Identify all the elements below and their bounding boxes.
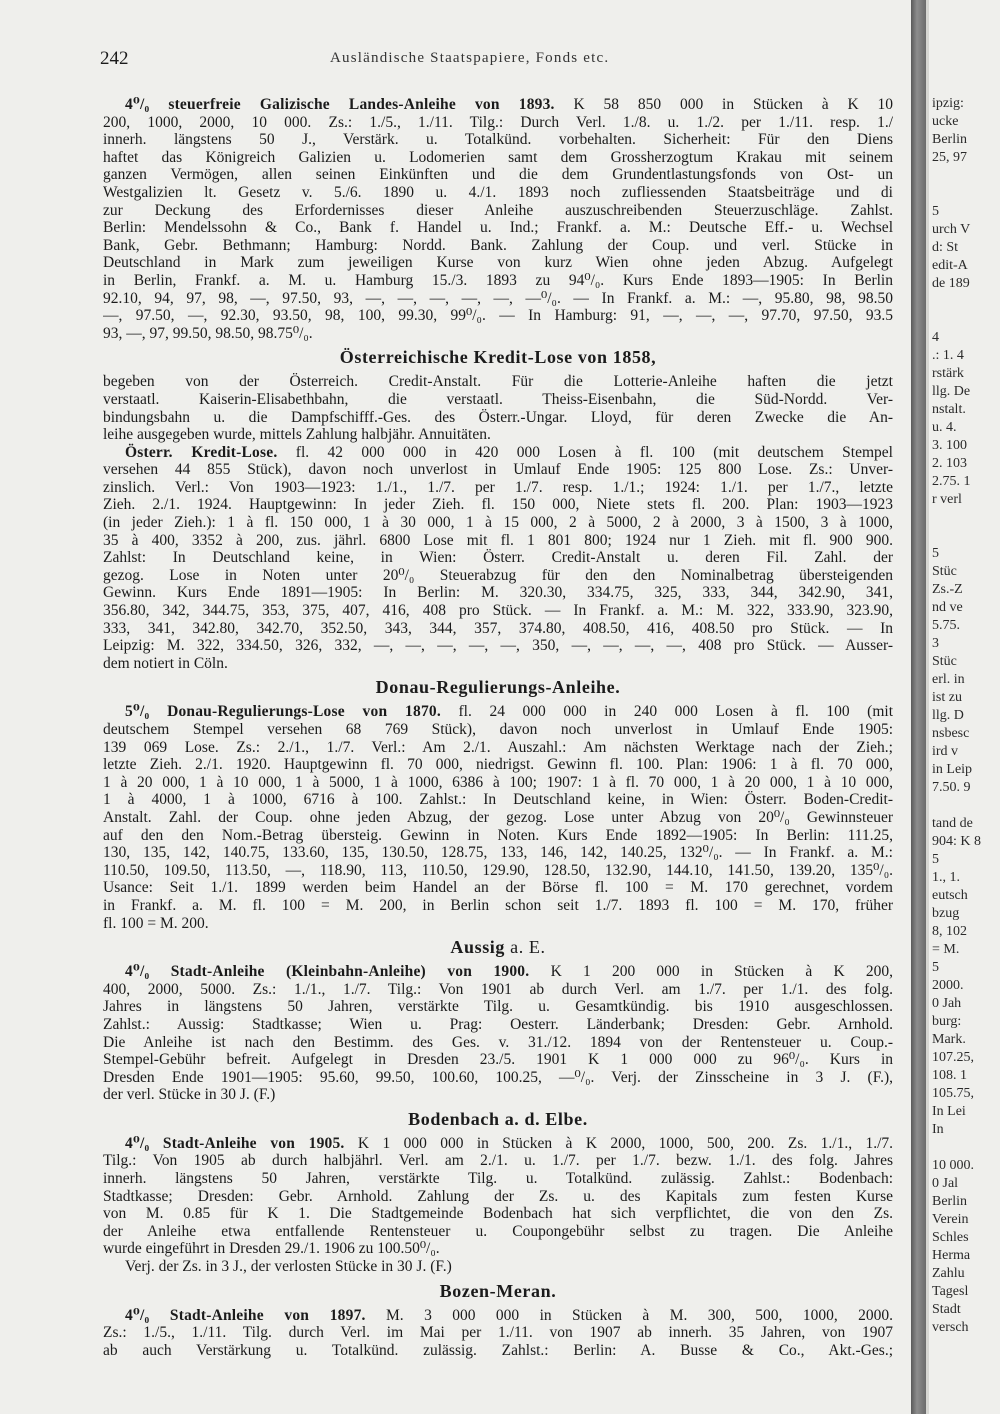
line-text: innerh. längstens 50 Jahren, verstärkte Tilg. u. Totalkünd. zulässig. Zahlst.: Bodenbach:: [103, 1170, 893, 1188]
line-text: Westgalizien lt. Gesetz v. 5./6. 1890 u. 4./1. 1893 noch zufliessenden Staatsbeiträge und di: [103, 183, 893, 201]
text-line: [103, 1016, 893, 1034]
line-text: Zs.: 1./5., 1./11. Tilg. durch Verl. im Mai per 1./11. von 1907 ab innerh. 35 Jahren, von 1907: [103, 1324, 893, 1342]
text-line: [103, 391, 893, 409]
facing-page-fragment: erl. in: [932, 672, 965, 687]
line-text: Deutschland in Mark zum jeweiligen Kurse von kurz Wien ohne jeden Abzug. Aufgelegt: [103, 254, 893, 272]
line-text: Zieh. 2./1. 1924. Hauptgewinn: In jeder Zieh. fl. 150 000, Niete stets fl. 200. Plan: 1903—1923: [103, 496, 893, 514]
facing-page-fragment: In: [932, 1122, 944, 1137]
text-line: [103, 1188, 893, 1206]
facing-page-fragment: 8, 102: [932, 924, 967, 939]
text-line: [103, 844, 893, 862]
line-text: 400, 2000, 5000. Zs.: 1./1., 1./7. Tilg.: Von 1901 ab durch Verl. am 1./7. per 1./1. des folg.: [103, 980, 893, 998]
line-text: von M. 0.85 für K 1. Die Stadtgemeinde Bodenbach hat sich verpflichtet, die von den Zs.: [103, 1205, 893, 1223]
line-text: Die Anleihe ist nach den Bestimm. des Ges. v. 31./12. 1894 von der Rentensteuer u. Coup.-: [103, 1033, 893, 1051]
text-line: [103, 149, 893, 167]
text-line: [103, 219, 893, 237]
heading-bold: Bozen-Meran.: [439, 1280, 557, 1301]
line-text: leihe ausgegeben wurde, mittels Zahlung halbjähr. Annuitäten.: [103, 426, 491, 444]
entry-title: 4⁰/₀ Stadt-Anleihe von 1905.: [125, 1134, 345, 1152]
text-line: [103, 963, 893, 981]
main-column: [103, 96, 893, 1396]
facing-page-strip: [932, 95, 1000, 1337]
line-text: Zahlst: In Deutschland keine, in Wien: Österr. Credit-Anstalt u. deren Fil. Zahl. der: [103, 549, 893, 567]
line-text: 35 à 400, 3352 à 200, zus. jährl. 6800 Lose mit fl. 1 801 800; 1924 nur 1 Zieh. mit fl. 900 900.: [103, 531, 893, 549]
facing-page-fragment: Herma: [932, 1248, 971, 1263]
facing-page-fragment: 3: [932, 636, 939, 651]
text-line: [103, 602, 893, 620]
facing-page-fragment: ist zu: [932, 690, 962, 705]
facing-page-fragment: 5: [932, 852, 939, 867]
facing-page-fragment: 105.75,: [932, 1086, 974, 1101]
facing-page-fragment: 0 Jah: [932, 996, 962, 1011]
line-text: Stadtkasse; Dresden: Gebr. Arnhold. Zahlung der Zs. u. des Kapitals zum festen Kurse: [103, 1187, 893, 1205]
line-text: wurde eingeführt in Dresden 29./1. 1906 zu 100.50⁰/₀.: [103, 1240, 440, 1258]
text-line: [103, 1069, 893, 1087]
facing-page-fragment: Mark.: [932, 1032, 966, 1047]
text-line: [103, 791, 893, 809]
line-text: (in jeder Zieh.): 1 à fl. 150 000, 1 à 30 000, 1 à 15 000, 2 à 5000, 2 à 2000, 3 à 1500, 3 à 1000,: [103, 514, 893, 532]
facing-page-fragment: Zs.-Z: [932, 582, 963, 597]
section: [103, 1104, 893, 1276]
section: [103, 1276, 893, 1360]
section-heading: [103, 672, 893, 703]
line-text: bindungsbahn u. die Dampfschifff.-Ges. des Österr.-Ungar. Lloyd, für deren Zwecke die An-: [103, 408, 893, 426]
text-line: [103, 862, 893, 880]
text-line: [103, 166, 893, 184]
text-line: [103, 1034, 893, 1052]
line-text: 139 069 Lose. Zs.: 2./1., 1./7. Verl.: Am 2./1. Auszahl.: Am nächsten Werktage nach der Zieh.;: [103, 738, 893, 756]
text-line: [103, 479, 893, 497]
facing-page-fragment: llg. De: [932, 384, 971, 399]
facing-page-fragment: 2000.: [932, 978, 964, 993]
facing-page-fragment: Zahlu: [932, 1266, 965, 1281]
section-heading: [103, 1104, 893, 1135]
text-line: [103, 532, 893, 550]
facing-page-fragment: [932, 1139, 1000, 1157]
facing-page-fragment: burg:: [932, 1014, 962, 1029]
heading-bold: Österreichische Kredit-Lose von 1858,: [339, 347, 657, 368]
book-gutter: [911, 0, 926, 1414]
line-text: K 1 200 000 in Stücken à K 200,: [529, 963, 893, 981]
heading-bold: Bodenbach a. d. Elbe.: [408, 1108, 588, 1129]
facing-page-fragment: [932, 527, 1000, 545]
line-text: innerh. längstens 50 J., Verstärk. u. Totalkünd. vorbehalten. Sicherheit: Für den Diens: [103, 131, 893, 149]
text-line: [103, 96, 893, 114]
facing-page-fragment: nd ve: [932, 600, 963, 615]
facing-page-fragment: = M.: [932, 942, 960, 957]
facing-page-fragment: 2.75. 1: [932, 474, 971, 489]
text-line: [103, 567, 893, 585]
facing-page-fragment: ipzig:: [932, 96, 964, 111]
line-text: in Berlin, Frankf. a. M. u. Hamburg 15./3. 1893 zu 94⁰/₀. Kurs Ende 1893—1905: In Berlin: [103, 271, 893, 289]
line-text: 130, 135, 142, 140.75, 133.60, 135, 130.50, 128.75, 133, 146, 142, 140.25, 132⁰/₀. — In Frankf. a. M.:: [103, 844, 893, 862]
line-text: 93, —, 97, 99.50, 98.50, 98.75⁰/₀.: [103, 324, 313, 342]
text-line: [103, 1324, 893, 1342]
line-text: fl. 24 000 000 in 240 000 Losen à fl. 100 (mit: [440, 703, 893, 721]
facing-page-fragment: 7.50. 9: [932, 780, 971, 795]
facing-page-fragment: rstärk: [932, 366, 964, 381]
line-text: verstaatl. Kaiserin-Elisabethbahn, die verstaatl. Theiss-Eisenbahn, die Süd-Nordd. Ver-: [103, 390, 893, 408]
text-line: [103, 114, 893, 132]
gutter-edge: [926, 0, 929, 1414]
facing-page-fragment: 107.25,: [932, 1050, 974, 1065]
text-line: [103, 325, 893, 343]
line-text: Bank, Gebr. Bethmann; Hamburg: Nordd. Bank. Zahlung der Coup. und verl. Stücke in: [103, 236, 893, 254]
facing-page-fragment: 5: [932, 960, 939, 975]
line-text: begeben von der Österreich. Credit-Anstalt. Für die Lotterie-Anleihe haften die jetzt: [103, 373, 893, 391]
text-line: [103, 1086, 893, 1104]
section-heading: [103, 342, 893, 373]
line-text: Anstalt. Zahl. der Coup. ohne jeden Abzug, der gezog. Lose unter Abzug von 20⁰/₀ Gewinnsteuer: [103, 808, 893, 826]
facing-page-fragment: 0 Jal: [932, 1176, 959, 1191]
facing-page-fragment: 5: [932, 546, 939, 561]
text-line: [103, 514, 893, 532]
line-text: gezog. Lose in Noten unter 20⁰/₀ Steuerabzug für den den Nominalbetrag übersteigenden: [103, 566, 893, 584]
facing-page-fragment: 4: [932, 330, 939, 345]
text-line: [103, 1307, 893, 1325]
facing-page-fragment: 3. 100: [932, 438, 967, 453]
heading-bold: Donau-Regulierungs-Anleihe.: [375, 677, 621, 698]
line-text: Usance: Seit 1./1. 1899 werden beim Handel an der Börse fl. 100 = M. 170 gerechnet, vordem: [103, 879, 893, 897]
line-text: deutschem Stempel versehen 68 769 Stück), davon noch unverlost in Umlauf Ende 1905:: [103, 721, 893, 738]
facing-page-fragment: versch: [932, 1320, 969, 1335]
line-text: 1 à 4000, 1 à 1000, 6716 à 100. Zahlst.: In Deutschland keine, in Wien: Österr. Boden-Credit-: [103, 791, 893, 809]
text-line: [103, 254, 893, 272]
facing-page-fragment: 2. 103: [932, 456, 967, 471]
text-line: [103, 549, 893, 567]
line-text: 333, 341, 342.80, 342.70, 352.50, 343, 344, 357, 374.80, 408.50, 416, 408.50 pro Stück. — In: [103, 619, 893, 637]
text-line: [103, 809, 893, 827]
facing-page-fragment: [932, 185, 1000, 203]
line-text: Gewinn. Kurs Ende 1891—1905: In Berlin: M. 320.30, 334.75, 325, 333, 344, 342.90, 341,: [103, 584, 893, 602]
line-text: fl. 100 = M. 200.: [103, 914, 209, 932]
line-text: K 58 850 000 in Stücken à K 10: [554, 96, 893, 113]
facing-page-fragment: tand de: [932, 816, 973, 831]
text-line: [103, 444, 893, 462]
facing-page-fragment: urch V: [932, 222, 971, 237]
line-text: ganzen Vermögen, allen seinen Einkünften und die dem Grundentlastungsfonds von Ost- un: [103, 166, 893, 184]
text-line: [103, 1240, 893, 1258]
text-line: [103, 897, 893, 915]
facing-page-fragment: [932, 311, 1000, 329]
line-text: der verl. Stücke in 30 J. (F.): [103, 1086, 276, 1104]
text-line: [103, 739, 893, 757]
text-line: [103, 827, 893, 845]
facing-page-fragment: .: 1. 4: [932, 348, 964, 363]
line-text: Berlin: Mendelssohn & Co., Bank f. Handel u. Ind.; Frankf. a. M.: Deutsche Eff.- u. Wechsel: [103, 219, 893, 237]
text-line: [103, 290, 893, 308]
facing-page-fragment: edit-A: [932, 258, 968, 273]
facing-page-fragment: u. 4.: [932, 420, 957, 435]
section-heading: [103, 932, 893, 963]
facing-page-fragment: ird v: [932, 744, 959, 759]
page-number: 242: [100, 48, 129, 69]
section: [103, 672, 893, 932]
text-line: [103, 721, 893, 739]
facing-page-fragment: ucke: [932, 114, 959, 129]
facing-page-fragment: eutsch: [932, 888, 968, 903]
facing-page-fragment: Tagesl: [932, 1284, 969, 1299]
entry-title: 5⁰/₀ Donau-Regulierungs-Lose von 1870.: [125, 703, 441, 721]
text-line: [103, 998, 893, 1016]
facing-page-fragment: Berlin: [932, 132, 967, 147]
text-line: [103, 1152, 893, 1170]
facing-page-fragment: 5.75.: [932, 618, 960, 633]
facing-page-fragment: [932, 167, 1000, 185]
line-text: 92.10, 94, 97, 98, —, 97.50, 93, —, —, —, —, —, —⁰/₀. — In Frankf. a. M.: —, 95.80, 98, 98.50: [103, 289, 893, 307]
text-line: [103, 1258, 893, 1276]
facing-page-fragment: In Lei: [932, 1104, 966, 1119]
line-text: Verj. der Zs. in 3 J., der verlosten Stücke in 30 J. (F.): [125, 1258, 452, 1276]
line-text: auf den den Nom.-Betrag übersteig. Gewinn in Noten. Kurs Ende 1892—1905: In Berlin: 111.25,: [103, 826, 893, 844]
facing-page-fragment: nstalt.: [932, 402, 966, 417]
text-line: [103, 981, 893, 999]
entry-title: 4⁰/₀ Stadt-Anleihe (Kleinbahn-Anleihe) von 1900.: [125, 963, 530, 981]
facing-page-fragment: bzug: [932, 906, 960, 921]
facing-page-fragment: in Leip: [932, 762, 973, 777]
text-line: [103, 426, 893, 444]
text-line: [103, 1205, 893, 1223]
facing-page-fragment: de 189: [932, 276, 970, 291]
section: [103, 342, 893, 672]
entry-title: 4⁰/₀ Stadt-Anleihe von 1897.: [125, 1306, 366, 1324]
text-line: [103, 915, 893, 933]
facing-page-fragment: Stadt: [932, 1302, 961, 1317]
line-text: Stempel-Gebühr befreit. Aufgelegt in Dresden 23./5. 1901 K 1 000 000 zu 96⁰/₀. Kurs in: [103, 1051, 893, 1069]
facing-page-fragment: 25, 97: [932, 150, 967, 165]
line-text: 1 à 20 000, 1 à 10 000, 1 à 5000, 1 à 1000, 6386 à 100; 1907: 1 à fl. 70 000, 1 à 20 000, 1 à 10 000,: [103, 773, 893, 791]
text-line: [103, 461, 893, 479]
facing-page-fragment: 10 000.: [932, 1158, 974, 1173]
text-line: [103, 1223, 893, 1241]
text-line: [103, 655, 893, 673]
line-text: ab auch Verstärkung u. Totalkünd. zulässig. Zahlst.: Berlin: A. Busse & Co., Akt.-Ges.;: [103, 1341, 893, 1359]
entry-title: Österr. Kredit-Lose.: [125, 443, 278, 461]
text-line: [103, 202, 893, 220]
facing-page-fragment: 904: K 8: [932, 834, 981, 849]
facing-page-fragment: 1., 1.: [932, 870, 960, 885]
facing-page-fragment: Schles: [932, 1230, 969, 1245]
text-line: [103, 620, 893, 638]
facing-page-fragment: llg. D: [932, 708, 964, 723]
facing-page-fragment: 5: [932, 204, 939, 219]
line-text: 110.50, 109.50, 113.50, —, 118.90, 113, 110.50, 129.90, 128.50, 132.90, 144.10, 141.50, 139.20, 135⁰/₀.: [103, 861, 893, 879]
facing-page-fragment: Stüc: [932, 564, 957, 579]
line-text: —, 97.50, —, 92.30, 93.50, 98, 100, 99.30, 99⁰/₀. — In Hamburg: 91, —, —, —, 97.70, 97.50, 93.5: [103, 307, 893, 325]
text-line: [103, 1342, 893, 1360]
line-text: Dresden Ende 1901—1905: 95.60, 99.50, 100.60, 100.25, —⁰/₀. Verj. der Zinsscheine in 3 J. (F.),: [103, 1068, 893, 1086]
entry-title: 4⁰/₀ steuerfreie Galizische Landes-Anleihe von 1893.: [125, 96, 555, 113]
text-line: [103, 307, 893, 325]
text-line: [103, 703, 893, 721]
line-text: Jahres in längstens 50 Jahren, verstärkte Tilg. u. Gesamtkündig. bis 1910 ausgeschlossen.: [103, 998, 893, 1016]
text-line: [103, 373, 893, 391]
line-text: M. 3 000 000 in Stücken à M. 300, 500, 1000, 2000.: [365, 1306, 893, 1324]
facing-page-fragment: Verein: [932, 1212, 969, 1227]
facing-page-fragment: d: St: [932, 240, 959, 255]
line-text: letzte Zieh. 2./1. 1920. Hauptgewinn fl. 70 000, niedrigst. Gewinn fl. 100. Plan: 1906: 1 à fl. 70 000,: [103, 756, 893, 774]
facing-page-fragment: 108. 1: [932, 1068, 967, 1083]
text-line: [103, 756, 893, 774]
text-line: [103, 272, 893, 290]
heading-normal: a. E.: [505, 937, 546, 958]
line-text: haftet das Königreich Galizien u. Lodomerien samt dem Grossherzogtum Krakau mit seinem: [103, 148, 893, 166]
line-text: Tilg.: Von 1905 ab durch halbjährl. Verl. am 2./1. u. 1./7. per 1./7. bezw. 1./1. des folg. Jahres: [103, 1152, 893, 1170]
facing-page-fragment: [932, 797, 1000, 815]
line-text: zur Deckung des Erfordernisses dieser Anleihe auszuschreibenden Steuerzuschläge. Zahlst.: [103, 201, 893, 219]
facing-page-fragment: nsbesc: [932, 726, 970, 741]
section: [103, 96, 893, 342]
facing-page-fragment: [932, 293, 1000, 311]
line-text: fl. 42 000 000 in 420 000 Losen à fl. 100 (mit deutschem Stempel: [277, 443, 893, 461]
facing-page-fragment: [932, 509, 1000, 527]
line-text: Zahlst.: Aussig: Stadtkasse; Wien u. Prag: Oesterr. Länderbank; Dresden: Gebr. Arnhold.: [103, 1015, 893, 1033]
text-line: [103, 584, 893, 602]
text-line: [103, 409, 893, 427]
text-line: [103, 1135, 893, 1153]
section-heading: [103, 1276, 893, 1307]
facing-page-fragment: Berlin: [932, 1194, 967, 1209]
text-line: [103, 496, 893, 514]
running-title: Ausländische Staatspapiere, Fonds etc.: [330, 50, 610, 66]
line-text: Leipzig: M. 322, 334.50, 326, 332, —, —, —, —, —, 350, —, —, —, —, 408 pro Stück. — Ausser-: [103, 637, 893, 655]
line-text: K 1 000 000 in Stücken à K 2000, 1000, 500, 200. Zs. 1./1., 1./7.: [344, 1134, 893, 1152]
heading-bold: Aussig: [450, 937, 506, 958]
text-line: [103, 879, 893, 897]
line-text: dem notiert in Cöln.: [103, 654, 228, 672]
text-line: [103, 774, 893, 792]
line-text: in Frankf. a. M. fl. 100 = M. 200, in Berlin schon seit 1./7. 1893 fl. 100 = M. 170, früher: [103, 896, 893, 914]
facing-page-fragment: r verl: [932, 492, 962, 507]
line-text: 356.80, 342, 344.75, 353, 375, 407, 416, 408 pro Stück. — In Frankf. a. M.: M. 322, 333.90, 323.90,: [103, 602, 893, 620]
text-line: [103, 237, 893, 255]
text-line: [103, 1170, 893, 1188]
text-line: [103, 1051, 893, 1069]
line-text: versehen 44 855 Stück), davon noch unverlost in Umlauf Ende 1905: 125 800 Lose. Zs.: Unver-: [103, 461, 893, 479]
text-line: [103, 184, 893, 202]
text-line: [103, 131, 893, 149]
text-line: [103, 637, 893, 655]
line-text: der Anleihe etwa entfallende Rentensteuer u. Coupongebühr selbst zu tragen. Die Anleihe: [103, 1222, 893, 1240]
line-text: zinslich. Verl.: Von 1903—1923: 1./1., 1./7. per 1./7. resp. 1./1.; 1924: 1./1. per 1./7., letzte: [103, 478, 893, 496]
line-text: 200, 1000, 2000, 10 000. Zs.: 1./5., 1./11. Tilg.: Durch Verl. 1./8. u. 1./2. per 1./11. resp. 1./: [103, 113, 893, 131]
facing-page-fragment: Stüc: [932, 654, 957, 669]
section: [103, 932, 893, 1104]
